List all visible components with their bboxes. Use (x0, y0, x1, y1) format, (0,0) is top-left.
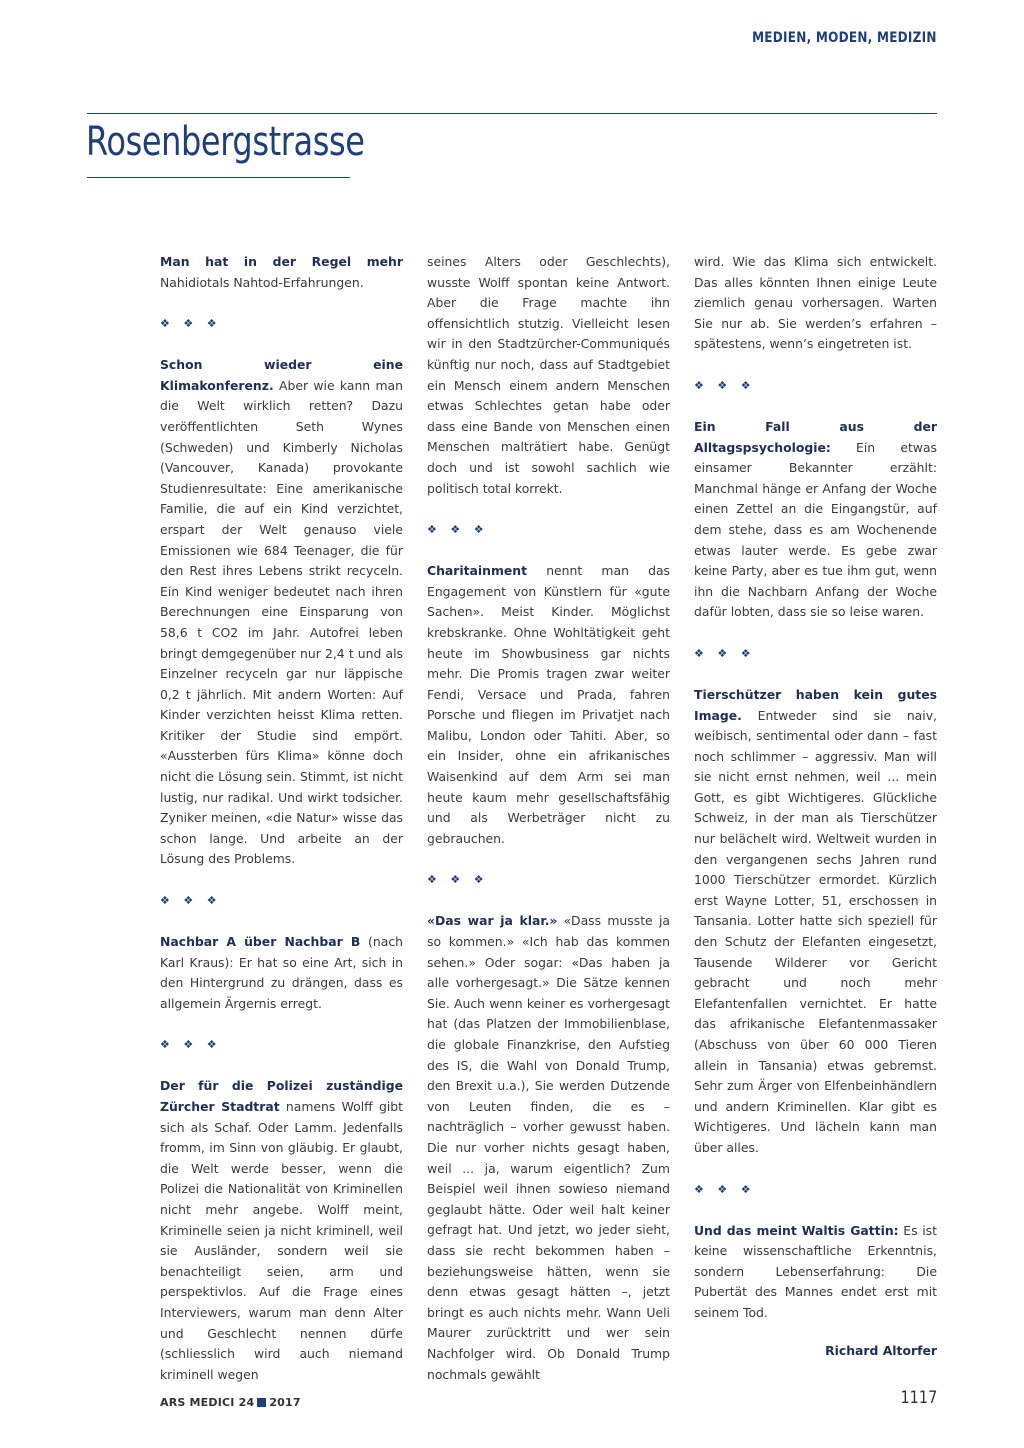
paragraph-text: Entweder sind sie naiv, weibisch, sentimental oder dann – fast noch schlimmer – aggressiv. Man will sie nicht ernst nehmen, weil ... mein Gott, es gibt Wichtigeres. Glückliche Schweiz, in der man als Tierschützer nur belächelt wird. Weltweit wurden in den vergangenen sechs Jahren rund 1000 Tierschützer ermordet. Kürzlich erst Wayne Lotter, 51, erschossen in Tansania. Lotter hatte sich speziell für den Schutz der Elefanten eingesetzt, Tausende Wilderer vor Gericht gebracht und noch mehr Elefantenfallen vernichtet. Er hatte das afrikanische Elefantenmassaker (Abschuss von über 60 000 Tieren allein in Tansania) etwas gebremst. Sehr zum Ärger von Elfenbeinhändlern und andern Kriminellen. Klar gibt es Wichtigeres. Und lächeln kann man über alles. (694, 707, 937, 1155)
paragraph (694, 1221, 937, 1324)
journal-year: 2017 (269, 1396, 301, 1409)
paragraph (160, 1076, 403, 1385)
paragraph (427, 561, 670, 849)
paragraph (160, 252, 403, 293)
paragraph (694, 685, 937, 1159)
paragraph (160, 355, 403, 870)
author-signature: Richard Altorfer (825, 1342, 937, 1358)
page-title: Rosenbergstrasse (86, 119, 365, 165)
paragraph-text: Ein etwas einsamer Bekannter erzählt: Manchmal hänge er Anfang der Woche einen Zettel an die Eingangstür, auf dem stehe, dass es am Wochenende etwas lauter werde. Es gebe zwar keine Party, aber es tue ihm gut, wenn ihn die Nachbarn Anfang der Woche dafür lobten, dass sie so leise waren. (694, 439, 937, 620)
paragraph-text: Es ist keine wissenschaftliche Erkenntnis, sondern Lebenserfahrung: Die Pubertät des Mannes endet erst mit seinem Tod. (694, 1222, 938, 1320)
paragraph-text: (nach Karl Kraus): Er hat so eine Art, sich in den Hintergrund zu drängen, dass es allgemein Ärgernis erregt. (160, 934, 403, 1011)
paragraph (427, 252, 670, 499)
title-underline (87, 177, 350, 178)
paragraph-text: seines Alters oder Geschlechts), wusste Wolff spontan keine Antwort. Aber die Frage machte ihn offensichtlich stutzig. Vielleicht lesen wir in den Stadtzürcher-Communiqués künftig nur noch, dass auf Stadtgebiet ein Mensch einem andern Menschen etwas Schlechtes getan habe oder dass eine Bande von Menschen einen Menschen malträtiert habe. Genügt doch und ist sowohl sachlich wie politisch total korrekt. (427, 254, 670, 496)
paragraph-lead: Tierschützer haben kein gutes Image. (694, 686, 937, 723)
paragraph-lead: Der für die Polizei zuständige Zürcher Stadtrat (160, 1078, 403, 1114)
paragraph (427, 911, 670, 1385)
article-column-2 (427, 252, 670, 1385)
separator-ornament: ❖ ❖ ❖ (694, 1182, 756, 1196)
paragraph-text: Aber wie kann man die Welt wirklich retten? Dazu veröffentlichten Seth Wynes (Schweden) und Kimberly Nicholas (Vancouver, Kanada) provokante Studienresultate: Eine amerikanische Familie, die auf ein Kind verzichtet, erspart der Welt genauso viele Emissionen wie 684 Teenager, die für den Rest ihres Lebens strikt recyceln. Ein Kind weniger bedeutet nach ihren Berechnungen eine Einsparung von 58,6 t CO2 im Jahr. Autofrei leben bringt demgegenüber nur 2,4 t und als Einzelner recyceln gar nur läppische 0,2 t jährlich. Mit andern Worten: Auf Kinder verzichten heisst Klima retten. Kritiker der Studie sind empört. «Aussterben fürs Klima» könne doch nicht die Lösung sein. Stimmt, ist nicht lustig, nur radikal. Und wirkt todsicher. Zyniker meinen, «die Natur» wisse das schon lange. Und arbeite an der Lösung des Problems. (160, 377, 403, 867)
section-header: MEDIEN, MODEN, MEDIZIN (752, 30, 937, 46)
paragraph-lead: «Das war ja klar.» (427, 913, 558, 929)
separator-ornament: ❖ ❖ ❖ (160, 894, 222, 908)
paragraph-lead: Schon wieder eine Klimakonferenz. (160, 357, 403, 393)
paragraph-lead: Man hat in der Regel mehr (160, 254, 403, 269)
paragraph-lead: Ein Fall aus der Alltagspsychologie: (694, 418, 937, 455)
header-rule (87, 113, 937, 114)
separator-ornament: ❖ ❖ ❖ (427, 523, 489, 537)
footer-journal (160, 1396, 301, 1409)
paragraph (694, 252, 937, 355)
separator-ornament: ❖ ❖ ❖ (427, 873, 489, 887)
separator-ornament: ❖ ❖ ❖ (694, 646, 756, 660)
article-column-3 (694, 252, 937, 1361)
journal-name: ARS MEDICI 24 (160, 1396, 255, 1409)
square-icon (257, 1398, 266, 1407)
paragraph-text: nennt man das Engagement von Künstlern für «gute Sachen». Meist Kinder. Möglichst krebskranke. Ohne Wohltätigkeit geht heute im Showbusiness gar nichts mehr. Die Promis tragen zwar weiter Fendi, Versace und Prada, fahren Porsche und fliegen im Privatjet nach Malibu, London oder Tahiti. Aber, so ein Insider, ohne ein afrikanisches Waisenkind auf dem Arm sei man heute kaum mehr gesellschaftsfähig und als Werbeträger nicht zu gebrauchen. (427, 563, 670, 846)
page-number: 1117 (900, 1388, 937, 1408)
paragraph-text: namens Wolff gibt sich als Schaf. Oder Lamm. Jedenfalls fromm, im Sinn von gläubig. Er glaubt, die Welt werde besser, wenn die Polizei die Nationalität von Kriminellen nicht mehr angebe. Wolff meint, Kriminelle seien ja nicht kriminell, weil sie Ausländer, sondern weil sie benachteiligt seien, arm und perspektivlos. Auf die Frage eines Interviewers, warum man denn Alter und Geschlecht nennen dürfe (schliesslich wird auch niemand kriminell wegen (160, 1099, 403, 1382)
paragraph-text: wird. Wie das Klima sich entwickelt. Das alles könnten Ihnen einige Leute ziemlich genau vorhersagen. Warten Sie nur ab. Sie werden’s erfahren – spätestens, wenn’s eingetreten ist. (694, 254, 937, 352)
separator-ornament: ❖ ❖ ❖ (160, 1038, 222, 1052)
article-column-1 (160, 252, 403, 1385)
paragraph-lead: Nachbar A über Nachbar B (160, 934, 361, 950)
paragraph-lead: Charitainment (427, 563, 528, 579)
paragraph-text: «Dass musste ja so kommen.» «Ich hab das kommen sehen.» Oder sogar: «Das haben ja alle vorhergesagt.» Die Sätze kennen Sie. Auch wenn keiner es vorhergesagt hat (das Platzen der Immobilienblase, die globale Finanzkrise, den Aufstieg des IS, die Wahl von Donald Trump, den Brexit u.a.), Sie werden Dutzende von Leuten finden, die es – nachträglich – vorher gewusst haben. Die nur vorher nichts gesagt haben, weil ... ja, warum eigentlich? Zum Beispiel weil ihnen sowieso niemand geglaubt hätte. Oder weil halt keiner gefragt hat. Und jetzt, wo jeder sieht, dass sie recht bekommen haben – beziehungsweise hätten, wenn sie denn etwas gesagt hätten –, jetzt bringt es auch nichts mehr. Wann Ueli Maurer zurücktritt und wer sein Nachfolger wird. Ob Donald Trump nochmals gewählt (427, 913, 670, 1382)
paragraph-text: Nahidiotals Nahtod-Erfahrungen. (160, 274, 364, 290)
separator-ornament: ❖ ❖ ❖ (160, 317, 222, 331)
paragraph-lead: Und das meint Waltis Gattin: (694, 1222, 899, 1238)
separator-ornament: ❖ ❖ ❖ (694, 378, 756, 392)
paragraph (694, 417, 937, 623)
paragraph (160, 932, 403, 1014)
